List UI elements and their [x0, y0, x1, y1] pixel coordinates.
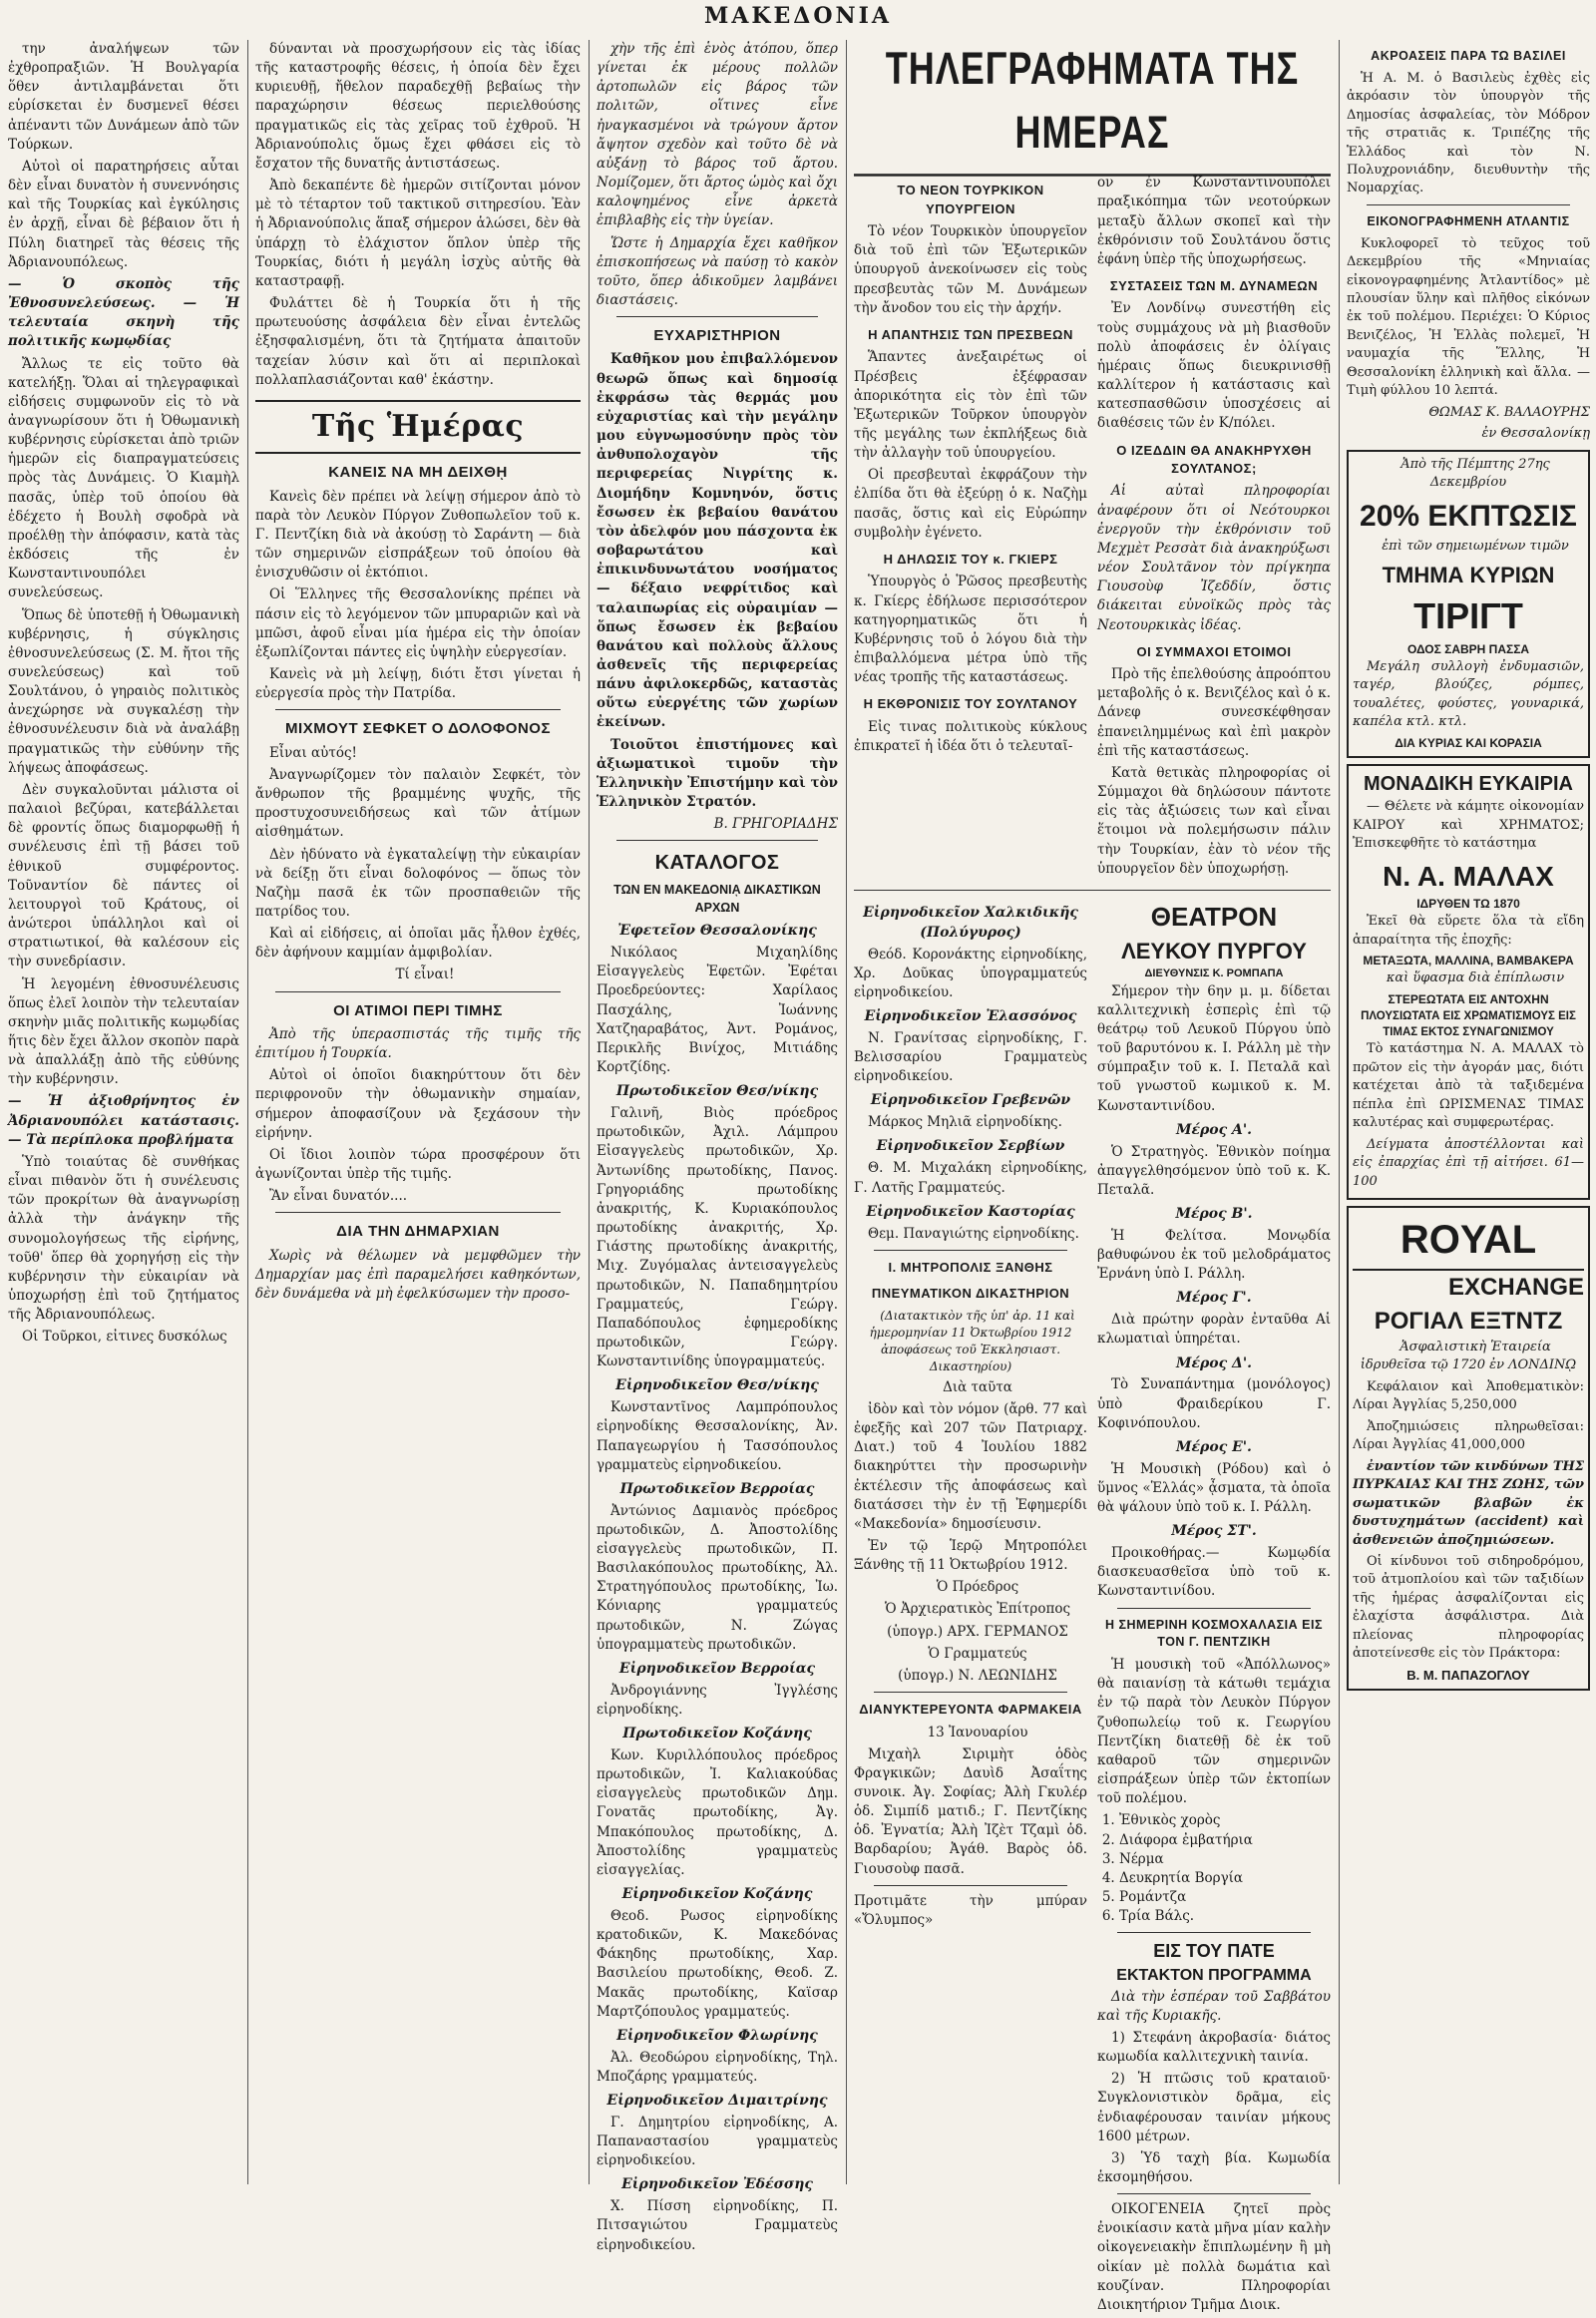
program-part: Μέρος Α'. [1175, 1121, 1253, 1138]
paragraph: Ἐν τῷ Ἱερῷ Μητροπόλει Ξάνθης τῇ 11 Ὀκτωβρίου 1912. [854, 1537, 1087, 1574]
ad-text: Ἀσφαλιστικὴ Ἑταιρεία ἱδρυθεῖσα τῷ 1720 ἐν ΛΟΝΔΙΝῼ [1360, 1340, 1577, 1373]
paragraph: Ἡ Α. Μ. ὁ Βασιλεὺς ἐχθὲς εἰς ἀκρόασιν τὸν ὑπουργὸν τῆς Δημοσίας ἀσφαλείας, τὸν Μόδρον τῆς στρατιᾶς κ. Τριπέζης τῆς Ἑλλάδος καὶ τὸν Ν. Πολυχρονιάδην, διευθυντὴν τῆς Νομαρχίας. [1347, 70, 1590, 196]
column-rule [1339, 40, 1340, 2184]
article-subtitle: ΤΩΝ ΕΝ ΜΑΚΕΔΟΝΙᾼ ΔΙΚΑΣΤΙΚΩΝ ΑΡΧΩΝ [613, 882, 821, 915]
article-title: ΔΙΑΝΥΚΤΕΡΕΥΟΝΤΑ ΦΑΡΜΑΚΕΙΑ [859, 1702, 1082, 1718]
paragraph: Ὁ Στρατηγὸς. Ἐθνικὸν ποίημα ἀπαγγελθησόμενον ὑπὸ τοῦ κ. Κ. Πεταλᾶ. [1097, 1143, 1331, 1198]
telegrams-columns [854, 174, 1331, 882]
paragraph: (Διατακτικὸν τῆς ὑπ' ἀρ. 11 καὶ ἡμερομηνίαν 11 Ὀκτωβρίου 1912 ἀποφάσεως τοῦ Ἐκκλησιαστ. Δικαστηρίου) [869, 1308, 1075, 1373]
discount-label: ΕΚΠΤΩΣΙΣ [1427, 499, 1577, 533]
divider [1117, 1608, 1311, 1609]
divider [275, 991, 561, 992]
ad-text: Ἐκεῖ θὰ εὕρετε ὅλα τὰ εἴδη ἀπαραίτητα τῆς ἐποχῆς: [1353, 914, 1584, 948]
shop-address: ΟΔΟΣ ΣΑΒΡΗ ΠΑΣΣΑ [1406, 641, 1530, 656]
article-title: ΚΑΝΕΙΣ ΝΑ ΜΗ ΔΕΙΧΘῌ [328, 464, 508, 482]
program-part: Μέρος Β'. [1175, 1206, 1253, 1223]
section-title-tis-imeras: Τῆς Ἡμέρας [255, 400, 581, 455]
paragraph: Θεμ. Παναγιώτης εἰρηνοδίκης. [868, 1225, 1079, 1242]
paragraph: Κανεὶς δὲν πρέπει νὰ λείψῃ σήμερον ἀπὸ τὸ παρὰ τὸν Λευκὸν Πύργον Ζυθοπωλεῖον τοῦ κ. Γ. Πεντζίκη διὰ νὰ ἀκούσῃ τὸ Σαράντη — διὰ τῶν σημερινῶν εἰσπράξεων τοῦ ὁποίου θὰ ἐνισχυθῶσιν οἱ ἐκτόπιοι. [255, 488, 581, 581]
signature: ΘΩΜΑΣ Κ. ΒΑΛΑΟΥΡΗΣ [1428, 404, 1590, 420]
court-name: Εἰρηνοδικεῖον Γρεβενῶν [870, 1092, 1071, 1109]
paragraph: Θεοδ. Ρωσος εἰρηνοδίκης κρατοδικῶν, Κ. Μακεδόνας Φάκηδης πρωτοδίκης, Χαρ. Βασιλείου πρωτοδίκης, Θεοδ. Ζ. Μακᾶς πρωτοδίκης, Καϊσαρ Μαρτζόπουλος γραμματεύς. [597, 1907, 838, 2020]
paragraph: Χωρὶς νὰ θέλωμεν νὰ μεμφθῶμεν τὴν Δημαρχίαν μας ἐπὶ παραμελήσει καθηκόντων, δὲν δυνάμεθα νὰ μὴ ἐφελκύσωμεν τὴν προσο- [255, 1247, 581, 1302]
paragraph: Μιχαὴλ Σιριμὴτ ὁδὸς Φραγκικῶν; Δαυὶδ Ἀσαΐτης συνοικ. Ἀγ. Σοφίας; Ἀλὴ Γκυλέρ ὁδ. Σιμπίδ ματιδ.; Γ. Πεντζίκης ὁδ. Ἐγνατία; Ἀλὴ Ἰζὲτ Τζαμὶ ὁδ. Βαρδαρίου; Ἀγάθ. Βαρὸς ὁδ. Γιουσοὺφ πασᾶ. [854, 1745, 1087, 1877]
discount-percent: 20% [1360, 499, 1420, 533]
paragraph: Διὰ ταῦτα [943, 1378, 1012, 1395]
paragraph: 2) Ἡ πτῶσις τοῦ κραταιοῦ· Συγκλονιστικὸν δρᾶμα, εἰς ἐνδιαφέρουσαν ταινίαν μήκους 1600 μέτρων. [1097, 2071, 1331, 2144]
ad-text: — Θέλετε νὰ κάμητε οἰκονομίαν ΚΑΙΡΟΥ καὶ ΧΡΗΜΑΤΟΣ; Ἐπισκεφθῆτε τὸ κατάστημα [1353, 799, 1584, 852]
paragraph: Εἰς τινας πολιτικοὺς κύκλους ἐπικρατεῖ ἡ ἰδέα ὅτι ὁ τελευταῖ- [854, 718, 1087, 754]
divider [854, 890, 1331, 891]
paragraph: Καθῆκον μου ἐπιβαλλόμενον θεωρῶ ὅπως καὶ δημοσίᾳ ἐκφράσω τὰς θερμάς μου εὐχαριστίας καὶ τὴν μεγάλην μου εὐγνωμοσύνην πρὸς τὸν ἀνθυπολοχαγὸν τῆς περιφερείας Νιγρίτης κ. Διομήδην Κομνηνόν, ὅστις ἔσωσεν ἐκ βεβαίου θανάτου τὸν ἀδελφόν μου πάσχοντα ἐκ σοβαρωτάτου καὶ ἐπικινδυνωτάτου νοσήματος — δέξαιο νεφρίτιδος καὶ ταλαιπωρίας εἰς οὐραιμίαν — ὅπως ἔσωσεν ἐκ βεβαίου θανάτου καὶ πολλοὺς ἄλλους ἀσθενεῖς τῆς περιφερείας πάνυ ἀφιλοκερδῶς, καταστὰς οὕτω εὐεργέτης τῶν χωρίων ἐκείνων. [597, 351, 838, 731]
court-name: Εἰρηνοδικεῖον Φλωρίνης [616, 2027, 818, 2044]
paragraph: Ἡ Φελίτσα. Μονῳδία βαθυφώνου ἐκ τοῦ μελοδράματος Ἐρνάνη ὑπὸ Ι. Ράλλη. [1097, 1227, 1331, 1283]
article-title: ΟΙ ΑΤΙΜΟΙ ΠΕΡΙ ΤΙΜΗΣ [333, 1001, 503, 1019]
divider [275, 1212, 561, 1213]
article-title: ΟΙ ΣΥΜΜΑΧΟΙ ΕΤΟΙΜΟΙ [1136, 643, 1292, 659]
ad-heading: ΜΟΝΑΔΙΚΗ ΕΥΚΑΙΡΙΑ [1364, 772, 1573, 795]
paragraph: Οἱ Τοῦρκοι, εἰτινες δυσκόλως [22, 1329, 227, 1346]
ad-heading: EXCHANGE [1447, 1273, 1584, 1301]
court-name: Πρωτοδικεῖον Θεσ/νίκης [615, 1083, 819, 1100]
paragraph: 3) Ὑδ ταχὴ βία. Κωμωδία ἑκσομηθήσου. [1097, 2149, 1331, 2185]
article-title: ΚΑΤΑΛΟΓΟΣ [654, 852, 780, 875]
paragraph: Δὲν συγκαλοῦνται μάλιστα οἱ παλαιοὶ βεζύραι, κατεβάλλεται δὲ φροντίς ὅπως διαμορφωθῇ ἡ συνέλευσις ἐπὶ τῇ βάσει τοῦ ἐθνικοῦ συμφέροντος. Τοῦναντίον δὲ πάντες οἱ λειτουργοὶ τοῦ Κράτους, οἱ ἀνώτεροι ὑπάλληλοι καὶ οἱ στρατιωτικοί, θὰ καλέσουν εἰς τὴν συνεδρίασιν. [8, 781, 239, 970]
paragraph: Τοιοῦτοι ἐπιστήμονες καὶ ἀξιωματικοὶ τιμοῦν τὴν Ἑλληνικὴν Ἐπιστήμην καὶ τὸν Ἑλληνικὸν Στρατόν. [597, 736, 838, 811]
masthead-title: ΜΑΚΕΔΟΝΙΑ [703, 3, 892, 29]
article-title: Η ΕΚΘΡΟΝΙΣΙΣ ΤΟΥ ΣΟΥΛΤΑΝΟΥ [863, 696, 1078, 712]
theatre-direction: ΔΙΕΥΘΥΝΣΙΣ Κ. ΡΟΜΠΑΠΑ [1144, 967, 1284, 980]
paragraph: Ὅπως δὲ ὑποτεθῇ ἡ Ὀθωμανικὴ κυβέρνησις, ἡ σύγκλησις ἐθνοσυνελεύσεως (Σ. Μ. ἤτοι τῆς συνελεύσεως) καὶ τοῦ Σουλτάνου, ὁ γηραιὸς πολιτικὸς ἀνεχώρησε νὰ συγκαλέσῃ τὴν ἐθνοσυνέλευσιν διὰ νὰ ἀναλάβῃ πραγματικῶς τὴν εὐθύνην τῆς λήψεως ἀποφάσεως. [8, 606, 239, 776]
signature: (ὑπογρ.) Ν. ΛΕΩΝΙΔΗΣ [898, 1667, 1057, 1684]
column-2 [255, 40, 581, 2184]
paragraph: Ἂν εἶναι δυνατόν.... [269, 1188, 408, 1205]
column-rule [247, 40, 248, 2184]
theatre-title: ΘΕΑΤΡΟΝ [1150, 901, 1278, 932]
paragraph: Οἱ ἴδιοι λοιπὸν τώρα προσφέρουν ὅτι ἀγωνίζονται ὑπὲρ τῆς τιμῆς. [255, 1146, 581, 1182]
paragraph: Οἱ πρεσβευταὶ ἐκφράζουν τὴν ἐλπίδα ὅτι θὰ ἐξεύρῃ ὁ κ. Ναζὴμ πασᾶς, ὅστις καὶ εἰς Εὐρώπην συμβολὴν ἐγένετο. [854, 467, 1087, 541]
paragraph: Αὐτοὶ οἱ ὁποῖοι διακηρύττουν ὅτι δὲν περιφρονοῦν τὴν ὀθωμανικὴν σημαίαν, σήμερον ἀποφασίζουν νὰ ξεχάσουν τὴν εἰρήνην. [255, 1067, 581, 1141]
paragraph: Σήμερον τὴν 6ην μ. μ. δίδεται καλλιτεχνικὴ ἑσπερὶς ἐπὶ τῷ θεάτρῳ τοῦ Λευκοῦ Πύργου ὑπὸ τοῦ βαρυτόνου κ. Ι. Ράλλη μὲ τὴν σύμπραξιν τοῦ κ. Ι. Πεταλᾶ καὶ τοῦ γνωστοῦ κωμικοῦ κ. Μ. Κωνσταντινίδου. [1097, 982, 1331, 1114]
paragraph: Πρὸ τῆς ἐπελθούσης ἀπροόπτου μεταβολῆς ὁ κ. Βενιζέλος καὶ ὁ κ. Δάνεφ συνεσκέφθησαν ἐπανειλημμένως καὶ ἐπὶ μακρὸν ἐπὶ τῆς καταστάσεως. [1097, 666, 1331, 759]
paragraph: Καὶ αἱ εἰδήσεις, αἱ ὁποῖαι μᾶς ἦλθον ἐχθές, δὲν ἀφήνουν καμμίαν ἀμφιβολίαν. [255, 926, 581, 962]
divider [1117, 1932, 1311, 1933]
paragraph: Ἐν Λονδίνῳ συνεστήθη εἰς τοὺς συμμάχους νὰ μὴ βιασθοῦν πολὺ ἀποφάσεις ἐν ὀλίγαις ἡμέραις ὅπως διευκρινισθῇ καλλίτερον ἡ κατάστασις καὶ κατεσπασθῶσιν ὑποσχέσεις αἱ διαθέσεις τῶν ἐν Κ/πόλει. [1097, 300, 1331, 432]
program-part: Μέρος Ε'. [1176, 1438, 1252, 1455]
list-item: 5. Ρομάντζα [1119, 1888, 1331, 1907]
court-name: Εἰρηνοδικεῖον Ἐδέσσης [621, 2176, 813, 2193]
theatre-name: ΛΕΥΚΟΥ ΠΥΡΓΟΥ [1121, 938, 1307, 964]
ad-text: ΣΤΕΡΕΩΤΑΤΑ ΕΙΣ ΑΝΤΟΧΗΝ [1388, 991, 1549, 1006]
column-rule [589, 40, 590, 2184]
article-title: Η ΔΗΛΩΣΙΣ ΤΟΥ κ. ΓΚΙΕΡΣ [883, 551, 1058, 567]
list-item: 2. Διάφορα ἐμβατήρια [1119, 1831, 1331, 1850]
paragraph: Ἀναγνωρίζομεν τὸν παλαιὸν Σεφκέτ, τὸν ἄνθρωπον τῆς βραμμένης ψυχῆς, τῆς προστυχοσυνειδήσεως καὶ τῶν ἀτίμων αἰσθημάτων. [255, 766, 581, 841]
paragraph: Τὸ Συναπάντημα (μονόλογος) ὑπὸ Φραιδερίκου Γ. Κοφινόπουλου. [1097, 1376, 1331, 1431]
paragraph: ον ἐν Κωνσταντινουπόλει πραξικόπημα τῶν νεοτούρκων μεταξὺ ἄλλων σκοπεῖ καὶ τὴν ἐκθρόνισιν τοῦ Σουλτάνου ὅστις ἐφάνη ὑπὲρ τῆς ὑποχωρήσεως. [1097, 175, 1331, 267]
ad-text: ΜΕΤΑΞΩΤΑ, ΜΑΛΛΙΝΑ, ΒΑΜΒΑΚΕΡΑ [1363, 954, 1574, 968]
court-name: Ἐφετεῖον Θεσσαλονίκης [617, 923, 817, 940]
telegrams-banner: ΤΗΛΕΓΡΑΦΗΜΑΤΑ ΤΗΣ ΗΜΕΡΑΣ [854, 29, 1331, 177]
paragraph: χὴν τῆς ἐπὶ ἑνὸς ἀτόπου, ὅπερ γίνεται ἐκ μέρους πολλῶν ἀρτοπωλῶν εἰς βάρος τῶν πολιτῶν, οἵτινες εἶνε ἠναγκασμένοι νὰ τρώγουν ἄρτον ἄψητον σχεδὸν καὶ τοῦτο δὲ νὰ αὐξάνῃ τὸ βάρος τοῦ ἄρτου. Νομίζομεν, ὅτι ἄρτος ὡμὸς καὶ ὄχι καλοψημένος εἶνε ἀρκετὰ ἐπιβλαβὴς εἰς τὴν ὑγείαν. [597, 41, 838, 229]
date-text: 13 Ἰανουαρίου [927, 1724, 1028, 1740]
signature: Β. ΓΡΗΓΟΡΙΑΔΗΣ [713, 816, 838, 833]
cinema-title: ΕΙΣ ΤΟΥ ΠΑΤΕ [1153, 1941, 1275, 1962]
ad-text: Μεγάλη συλλογὴ ἐνδυμασιῶν, ταγέρ, βλούζες, ρόμπες, τουαλέτες, φούστες, γουναρικά, καπέλα κτλ. κτλ. [1353, 658, 1584, 730]
paragraph: Ἅπαντες ἀνεξαιρέτως οἱ Πρέσβεις ἐξέφρασαν ἀπορικότητα εἰς τὸν ἐπὶ τῶν Ἐξωτερικῶν Τοῦρκον ὑπουργὸν τῆς μεγάλης των ἐκπλήξεως διὰ τὴν ἀλλαγὴν τοῦ ὑπουργείου. [854, 349, 1087, 462]
signature: ἐν Θεσσαλονίκῃ [1481, 426, 1590, 442]
article-title: ΕΙΚΟΝΟΓΡΑΦΗΜΕΝΗ ΑΤΛΑΝΤΙΣ [1367, 213, 1570, 228]
divider [874, 1692, 1067, 1693]
royal-exchange-ad [1347, 1206, 1590, 1691]
column-4 [854, 40, 1331, 2313]
divider [616, 840, 818, 841]
paragraph: Ἀντώνιος Δαμιανὸς πρόεδρος πρωτοδικῶν, Δ. Ἀποστολίδης εἰσαγγελεὺς πρωτοδικῶν, Π. Βασιλακόπουλος πρωτοδίκης, Ἀλ. Στρατηγόπουλος πρωτοδίκης, Ἰω. Κόνιαρης γραμματεύς πρωτοδικῶν, Ν. Ζώγας ὑπογραμματεὺς πρωτοδικῶν. [597, 1502, 838, 1653]
paragraph: Οἱ Ἕλληνες τῆς Θεσσαλονίκης πρέπει νὰ πάσιν εἰς τὸ λεγόμενον τῶν μπυραριῶν καὶ νὰ μπῶσι, ἀφοῦ εἶναι μία ἡμέρα εἰς τὴν ὁποίαν ἐξωπλίζονται πάντες εἰς ὑψηλὴν εὐεργεσίαν. [255, 586, 581, 660]
paragraph: Ἀπὸ τῆς ὑπερασπιστάς τῆς τιμῆς τῆς ἐπιτίμου ἡ Τουρκία. [255, 1025, 581, 1062]
paragraph: Ὑπὸ τοιαύτας δὲ συνθήκας εἶναι πιθανὸν ὅτι ἡ συνέλευσις τῶν προκρίτων θὰ ἀναγνωρίσῃ ἀλλὰ τὴν ἀνάγκην τῆς συνομολογήσεως τῆς εἰρήνης, τοῦθ' ὅπερ θὰ χορηγήσῃ εἰς τὴν κυβέρνησιν τὴν εὐκαιρίαν νὰ ὑποχωρήσῃ ἐπὶ τοῦ ζητήματος τῆς Ἀδριανουπόλεως. [8, 1153, 239, 1324]
program-part: Μέρος Γ'. [1176, 1290, 1252, 1307]
paragraph: Ἡ Μουσικὴ (Ρόδου) καὶ ὁ ὕμνος «Ἑλλάς» ᾆσματα, τὰ ὁποῖα θὰ ψάλουν ὑπὸ τοῦ κ. Ι. Ράλλη. [1097, 1460, 1331, 1516]
subheading: — Ἡ ἀξιοθρήνητος ἐν Ἀδριανουπόλει κατάστασις. — Τὰ περίπλοκα προβλήματα [8, 1093, 239, 1148]
court-name: Εἰρηνοδικεῖον Διμαιτρίνης [606, 2093, 828, 2110]
paragraph: ΟΙΚΟΓΕΝΕΙΑ ζητεῖ πρὸς ἐνοικίασιν κατὰ μῆνα μίαν καλὴν οἰκογενειακὴν ἔπιπλωμένην ἢ μὴ οἰκίαν μὲ πολλὰ δωμάτια καὶ κουζίναν. Πληροφορίαι Διοικητήριον Τμῆμα Διοικ. [1097, 2201, 1331, 2313]
paragraph: Διὰ τὴν ἑσπέραν τοῦ Σαββάτου καὶ τῆς Κυριακῆς. [1097, 1988, 1331, 2024]
list-item: 3. Νέρμα [1119, 1850, 1331, 1869]
paragraph: Τὸ νέον Τουρκικὸν ὑπουργεῖον διὰ τοῦ ἐπὶ τῶν Ἐξωτερικῶν ὑπουργοῦ ἀνεκοίνωσεν εἰς τοὺς πρεσβευτὰς τῶν Μ. Δυνάμεων τὴν ἄνοδον του εἰς τὴν ἀρχήν. [854, 223, 1087, 316]
court-name: Εἰρηνοδικεῖον Θεσ/νίκης [615, 1377, 819, 1394]
paragraph: Αἱ αὐταὶ πληροφορίαι ἀναφέρουν ὅτι οἱ Νεότουρκοι ἐνεργοῦν τὴν ἐκθρόνισιν τοῦ Μεχμὲτ Ρεσσὰτ διὰ ἀνακηρύξωσι νέον Σουλτᾶνον τὸν πρίγκηπα Γιουσοὺφ Ἰζεδδίν, ὅστις διάκειται εὐνοϊκῶς πρὸς τὰς Νεοτουρκικὰς ἰδέας. [1097, 483, 1331, 633]
court-name: Εἰρηνοδικεῖον Χαλκιδικῆς (Πολύγυρος) [863, 904, 1078, 941]
article-title: Ι. ΜΗΤΡΟΠΟΛΙΣ ΞΑΝΘΗΣ [888, 1259, 1053, 1275]
paragraph: Μάρκος Μηλιᾶ εἰρηνοδίκης. [868, 1114, 1062, 1131]
ad-heading: ΤΜΗΜΑ ΚΥΡΙΩΝ [1382, 562, 1555, 587]
ad-text: Ἀπὸ τῆς Πέμπτης 27ης Δεκεμβρίου [1400, 456, 1550, 491]
shop-name: Ν. Α. ΜΑΛΑΧ [1383, 860, 1554, 892]
lower-columns [854, 899, 1331, 2318]
paragraph: Ἄλλως τε εἰς τοῦτο θὰ κατελήξῃ. Ὅλαι αἱ τηλεγραφικαὶ εἰδήσεις συμφωνοῦν εἰς τὸ νὰ ἀναγνωρίσουν ὅτι ἡ Ὀθωμανικὴ κυβέρνησις εὑρίσκεται ἀπὸ τριῶν ἡμερῶν εἰς διαπραγματεύσεις πρὸς τὰς Δυνάμεις. Ὁ Κιαμὴλ πασᾶς, ὑπὲρ τοῦ ὁποίου θὰ ἐδέχετο ἡ Βουλὴ σφοδρὰ νὰ προέλθῃ τὴν ἀπόφασιν, κατὰ τὰς ἐκδόσεις τῆς ἐν Κωνσταντινουπόλει συνελεύσεως. [8, 355, 239, 601]
article-subtitle: ΠΝΕΥΜΑΤΙΚΟΝ ΔΙΚΑΣΤΗΡΙΟΝ [871, 1286, 1070, 1302]
ad-text: Οἱ κίνδυνοι τοῦ σιδηροδρόμου, τοῦ ἀτμοπλοίου καὶ τῶν ταξιδίων τῆς ἡμέρας ἀσφαλίζονται εἰς ἐλαχίστα ἀσφάλιστρα. Διὰ πλείονας πληροφορίας ἀποτείνεσθε εἰς τὸν Πράκτορα: [1353, 1554, 1584, 1662]
paragraph: Ν. Γρανίτσας εἰρηνοδίκης, Γ. Βελισσαρίου Γραμματεὺς εἰρηνοδικείου. [854, 1029, 1087, 1085]
divider [1117, 2193, 1311, 2194]
paragraph: Κων. Κυριλλόπουλος πρόεδρος πρωτοδικῶν, Ἰ. Καλιακούδας εἰσαγγελεὺς πρωτοδικῶν Δημ. Γονατᾶς πρωτοδίκης, Ἀγ. Μπακόπουλος πρωτοδίκης, Δ. Ἀποστολίδης γραμματεὺς εἰσαγγελίας. [597, 1747, 838, 1878]
ad-text: ἐναντίον τῶν κινδύνων ΤΗΣ ΠΥΡΚΑΙΑΣ ΚΑΙ ΤΗΣ ΖΩΗΣ, τῶν σωματικῶν βλαβῶν ἐκ δυστυχημάτων (accident) καὶ ἀσθενειῶν ἀποζημιώσεων. [1353, 1458, 1585, 1548]
paragraph: 1) Στεφάνη ἀκροβασία· διάτος κωμωδία καλλιτεχνικὴ ταινία. [1097, 2029, 1331, 2066]
ad-footer: ΔΙΑ ΚΥΡΙΑΣ ΚΑΙ ΚΟΡΑΣΙΑ [1395, 735, 1542, 750]
column-1 [8, 40, 239, 2184]
ad-text: Δείγματα ἀποστέλλονται καὶ εἰς ἐπαρχίας ἐπὶ τῇ αἰτήσει. 61—100 [1353, 1136, 1584, 1189]
court-name: Εἰρηνοδικεῖον Βερροίας [618, 1660, 816, 1677]
ad-text: Κεφάλαιον καὶ Ἀποθεματικὸν: Λίραι Ἀγγλίας 5,250,000 [1353, 1378, 1584, 1413]
list-item: 4. Δευκρητία Βοργία [1119, 1869, 1331, 1888]
court-name: Πρωτοδικεῖον Βερροίας [619, 1480, 815, 1497]
ad-text: καὶ ὕφασμα διὰ ἐπίπλωσιν [1386, 970, 1565, 986]
paragraph: Ἀνδρογιάννης Ἰγγλέσης εἰρηνοδίκης. [597, 1682, 838, 1718]
paragraph: Κανεὶς νὰ μὴ λείψῃ, διότι ἔτσι γίνεται ἡ εὐεργεσία πρὸς τὴν Πατρίδα. [255, 666, 581, 702]
court-name: Εἰρηνοδικεῖον Καστορίας [866, 1203, 1075, 1220]
court-name: Πρωτοδικεῖον Κοζάνης [622, 1726, 812, 1742]
list-item: 1. Ἐθνικὸς χορὸς [1119, 1811, 1331, 1830]
article-title: Η ΑΠΑΝΤΗΣΙΣ ΤΩΝ ΠΡΕΣΒΕΩΝ [868, 326, 1073, 342]
paragraph: Κωνσταντῖνος Λαμπρόπουλος εἰρηνοδίκης Θεσσαλονίκης, Ἀν. Παπαγεωργίου ἡ Τασσόπουλος γραμματεὺς εἰρηνοδικείου. [597, 1399, 838, 1473]
article-title: ΑΚΡΟΑΣΕΙΣ ΠΑΡΑ ΤΩ ΒΑΣΙΛΕΙ [1371, 49, 1566, 63]
list-item: 6. Τρία Βάλς. [1119, 1907, 1331, 1926]
signature: Ὁ Ἀρχιερατικὸς Ἐπίτροπος [884, 1601, 1071, 1618]
signature: Ὁ Γραμματεύς [928, 1645, 1027, 1662]
divider [874, 1885, 1067, 1886]
ad-text: ἐπὶ τῶν σημειωμένων τιμῶν [1382, 539, 1569, 555]
malach-ad [1347, 764, 1590, 1200]
music-list [1119, 1811, 1331, 1926]
divider [275, 709, 561, 710]
program-part: Μέρος ΣΤ'. [1171, 1523, 1257, 1540]
column-rule [846, 40, 847, 2184]
paragraph: Γαλινῆ, Βιὸς πρόεδρος πρωτοδικῶν, Ἀχιλ. Λάμπρου Εἰσαγγελεὺς πρωτοδικῶν, Χρ. Ἀντωνίδης πρωτοδίκης, Πανος. Γρηγοριάδης πρωτοδίκης ἀνακριτής, Κ. Κυριακόπουλος πρωτοδίκης ἀνακριτής, Χρ. Γιάστης πρωτοδίκης ἀνακριτής, Μιχ. Ζυγόμαλας ἀντεισαγγελεὺς πρωτοδικῶν, Ν. Παπαδημητρίου Γραμματεύς, Γεώργ. Παπαδόπουλος ἐφημεροδίκης πρωτοδικῶν, Γεώργ. Κωνσταντινίδης ὑπογραμματεύς. [597, 1105, 838, 1370]
paragraph: Προτιμᾶτε τὴν μπύραν «Ὄλυμπος» [854, 1892, 1087, 1928]
paragraph: Ὑπουργὸς ὁ Ῥῶσος πρεσβευτὴς κ. Γκίερς ἐδήλωσε περισσότερον κατηγορηματικῶς ὅτι ἡ Κυβέρνησις τοῦ ὁ λόγου διὰ τὴν ἐπιβαλλόμενα μέτρα ὑπὸ τῆς νέας τροπῆς τῆς καταστάσεως. [854, 574, 1087, 686]
paragraph: Θ. Μ. Μιχαλάκη εἰρηνοδίκης, Γ. Λατῆς Γραμματεύς. [854, 1160, 1087, 1196]
article-title: ΣΥΣΤΑΣΕΙΣ ΤΩΝ Μ. ΔΥΝΑΜΕΩΝ [1109, 278, 1319, 293]
agent-name: Β. Μ. ΠΑΠΑΖΟΓΛΟΥ [1406, 1667, 1530, 1683]
cinema-subtitle: ΕΚΤΑΚΤΟΝ ΠΡΟΓΡΑΜΜΑ [1116, 1966, 1312, 1984]
court-name: Εἰρηνοδικεῖον Κοζάνης [621, 1886, 813, 1903]
paragraph: Ἀπὸ δεκαπέντε δὲ ἡμερῶν σιτίζονται μόνον μὲ τὸ τέταρτον τοῦ τακτικοῦ σιτηρεσίου. Ἐὰν ἡ Ἀδριανούπολις ἅπαξ σήμερον ἁλώσει, δὲν θὰ ὑπάρχῃ τὸ ἐλάχιστον ὅπλον ὑπὲρ τῆς Τουρκίας, διότι ἡ μεγάλη ἰσχὺς αὐτῆς θὰ καταστραφῇ. [255, 178, 581, 289]
divider [874, 1250, 1067, 1251]
ad-heading: ROYAL [1353, 1212, 1584, 1271]
ad-text: Τὸ κατάστημα Ν. Α. ΜΑΛΑΧ τὸ πρῶτον εἰς τὴν ἀγοράν μας, διότι κατέχεται ἀπὸ τὰ ταξιδεμένα πέπλα ἐπὶ ΩΡΙΣΜΕΝΑΣ ΤΙΜΑΣ καλυτέρας καὶ συμφερωτέρας. [1353, 1041, 1584, 1131]
paragraph: Φυλάττει δὲ ἡ Τουρκία ὅτι ἡ τῆς πρωτευούσης ἀσφάλεια δὲν εἶναι ἐντελῶς ἐξησφαλισμένη, ὅτι τὰ ζητήματα ἀπαιτοῦν ταχείαν λύσιν καὶ ὅτι αἱ περιπλοκαὶ πολλαπλασιάζονται καθ' ἑκάστην. [255, 295, 581, 388]
ad-heading: ΡΟΓΙΑΛ ΕΞΤΝΤΖ [1374, 1307, 1563, 1335]
paragraph: Θεόδ. Κορονάκτης εἰρηνοδίκης, Χρ. Δοῦκας ὑπογραμματεύς εἰρηνοδικείου. [854, 946, 1087, 1000]
paragraph: Τί εἶναι! [395, 966, 455, 983]
paragraph: την ἀναλήψεων τῶν ἐχθροπραξιῶν. Ἡ Βουλγαρία ὅθεν ἀντιλαμβάνεται ὅτι εὑρίσκεται ἐν δυσμενεῖ θέσει ἀπέναντι τῶν Δυνάμεων ἀπὸ τῶν Τούρκων. [8, 41, 239, 153]
column-5 [1347, 40, 1590, 2184]
ad-text: ΠΛΟΥΣΙΩΤΑΤΑ ΕΙΣ ΧΡΩΜΑΤΙΣΜΟΥΣ ΕΙΣ ΤΙΜΑΣ ΕΚΤΟΣ ΣΥΝΑΓΩΝΙΣΜΟΥ [1361, 1009, 1576, 1039]
paragraph: Νικόλαος Μιχαηλίδης Εἰσαγγελεὺς Ἐφετῶν. Ἐφέται Προεδρεύοντες: Χαρίλαος Πασχάλης, Ἰωάννης Χατζηαραβάτος, Ἀντ. Ρομάνος, Περικλῆς Βινίχος, Μιτιάδης Κορτζίδης. [597, 945, 838, 1076]
paragraph: Ἡ λεγομένη ἐθνοσυνέλευσις ὅπως ἐλεῖ λοιπὸν τὴν τελευταίαν σκηνὴν μιᾶς πολιτικῆς κωμῳδίας ἥτις δὲν ἔχει ἄλλον σκοπὸν παρὰ νὰ ἀπαλλάξῃ ἀπὸ τῆς εὐθύνης τὴν κυβέρνησιν. [8, 975, 239, 1088]
paragraph: Κυκλοφορεῖ τὸ τεῦχος τοῦ Δεκεμβρίου τῆς «Μηνιαίας εἰκονογραφημένης Ἀτλαντίδος» μὲ πλουσίαν ὕλην καὶ πλῆθος εἰκόνων ἐκ τοῦ πολέμου. Περιέχει: Ὁ Κύριος Βενιζέλος, Ἡ Ἑλλὰς πολεμεῖ, Ἡ ναυμαχία τῆς Ἕλλης, Ἡ Θεσσαλονίκη ἑλληνικὴ καὶ ἄλλα. — Τιμὴ φύλλου 10 λεπτά. [1347, 235, 1590, 399]
subheading: — Ὁ σκοπὸς τῆς Ἐθνοσυνελεύσεως. — Ἡ τελευταία σκηνὴ τῆς πολιτικῆς κωμῳδίας [8, 275, 239, 350]
paragraph: Δὲν ἠδύνατο νὰ ἐγκαταλείψῃ τὴν εὐκαιρίαν νὰ δείξῃ ὅτι εἶναι δολοφόνος — ὅπως τὸν Ναζὴμ πασᾶ ἐκ τῶν προσπαθειῶν τῆς πατρίδος του. [255, 846, 581, 920]
divider [616, 316, 818, 317]
divider [1367, 204, 1570, 205]
article-title: ΔΙΑ ΤΗΝ ΔΗΜΑΡΧΙΑΝ [336, 1223, 500, 1241]
paragraph: Χ. Πίσση εἰρηνοδίκης, Π. Πιτσαγιώτου Γραμματεὺς εἰρηνοδικείου. [597, 2198, 838, 2253]
paragraph: Προικοθήρας.— Κωμῳδία διασκευασθεῖσα ὑπὸ τοῦ κ. Κωνσταντινίδου. [1097, 1545, 1331, 1600]
paragraph: δύνανται νὰ προσχωρήσουν εἰς τὰς ἰδίας τῆς καταστροφῆς θέσεις, ἡ ὁποία δὲν ἔχει κυριευθῇ, ἤθελον παραδεχθῇ βεβαίως τὴν παραχώρησιν θέσεως περιελθούσης πραγματικῶς εἰς τὰς χεῖρας τοῦ ἐχθροῦ. Ἡ Ἀδριανούπολις ὅμως ἔχει φθάσει εἰς τὸ ἔσχατον τῆς δυνατῆς ἀντιστάσεως. [255, 41, 581, 172]
article-title: Η ΣΗΜΕΡΙΝΗ ΚΟΣΜΟΧΑΛΑΣΙΑ ΕΙΣ ΤΟΝ Γ. ΠΕΝΤΖΙΚΗ [1105, 1617, 1323, 1650]
founded-year: ΙΔΡΥΘΕΝ ΤΩ 1870 [1416, 897, 1520, 912]
paragraph: Ὥστε ἡ Δημαρχία ἔχει καθῆκον ἐπισκοπήσεως νὰ παύσῃ τὸ κακὸν τοῦτο, ὅπερ ἀδικοῦμεν λαμβάνει διαστάσεις. [597, 234, 838, 309]
paragraph: Ἀλ. Θεοδώρου εἰρηνοδίκης, Τηλ. Μποζάρης γραμματεύς. [597, 2049, 838, 2085]
shop-name: ΤΙΡΙΓΤ [1413, 594, 1523, 636]
court-name: Εἰρηνοδικεῖον Σερβίων [876, 1138, 1065, 1155]
paragraph: ἰδὸν καὶ τὸν νόμον (ἄρθ. 77 καὶ ἐφεξῆς καὶ 207 τῶν Πατριαρχ. Διατ.) τοῦ 4 Ἰουλίου 1882 διακηρύττει τὴν προσωρινὴν ἐκτέλεσιν τῆς ἀποφάσεως καὶ διατάσσει τὴν ἐν τῇ Ἐφημερίδι «Μακεδονία» δημοσίευσιν. [854, 1400, 1087, 1532]
column-3 [597, 40, 838, 2253]
signature: Ὁ Πρόεδρος [936, 1579, 1019, 1596]
article-title: Ο ΙΖΕΔΔΙΝ ΘΑ ΑΝΑΚΗΡΥΧΘΗ ΣΟΥΛΤΑΝΟΣ; [1116, 442, 1312, 476]
article-title: ΤΟ ΝΕΟΝ ΤΟΥΡΚΙΚΟΝ ΥΠΟΥΡΓΕΙΟΝ [897, 183, 1044, 216]
tirigt-ad [1347, 450, 1590, 758]
paragraph: Διὰ πρώτην φορὰν ἐνταῦθα Αἱ κλωματιαὶ ὑπηρέται. [1097, 1312, 1331, 1348]
ad-text: Ἀποζημιώσεις πληρωθεῖσαι: Λίραι Ἀγγλίας 41,000,000 [1353, 1418, 1584, 1453]
article-title: ΕΥΧΑΡΙΣΤΗΡΙΟΝ [653, 327, 781, 345]
paragraph: Αὐτοὶ οἱ παρατηρήσεις αὗται δὲν εἶναι δυνατὸν ἡ συνεννόησις καὶ τῆς Τουρκίας καὶ ἐγκύλησις ἐν ἀρχῇ, εἶναι δὲ βέβαιον ὅτι ἡ Πύλη διατηρεῖ τὰς θέσεις τῆς Ἀδριανουπόλεως. [8, 158, 239, 270]
signature: (ὑπογρ.) ΑΡΧ. ΓΕΡΜΑΝΟΣ [887, 1623, 1068, 1640]
program-part: Μέρος Δ'. [1175, 1354, 1253, 1371]
article-title: ΜΙΧΜΟΥΤ ΣΕΦΚΕΤ Ο ΔΟΛΟΦΟΝΟΣ [285, 720, 551, 738]
paragraph: Ἡ μουσικὴ τοῦ «Ἀπόλλωνος» θὰ παιανίσῃ τὰ κάτωθι τεμάχια ἐν τῷ παρὰ τὸν Λευκὸν Πύργον ζυθοπωλείῳ τοῦ κ. Γεωργίου Πεντζίκη διατεθῇ δὲ ἐκ τοῦ καθαροῦ τῶν σημερινῶν εἰσπράξεων ὑπὲρ τῶν ἐκτοπίων τοῦ πολέμου. [1097, 1657, 1331, 1807]
court-name: Εἰρηνοδικεῖον Ἐλασσόνος [864, 1008, 1077, 1025]
paragraph: Εἶναι αὐτός! [269, 744, 357, 761]
paragraph: Κατὰ θετικὰς πληροφορίας οἱ Σύμμαχοι θὰ δηλώσουν πάντοτε εἰς τὰς ἀξιώσεις των καὶ εἶναι ἕτοιμοι νὰ πολεμήσωσιν πάλιν τὴν Τουρκίαν, ἐὰν τὸ νέον τῆς ὑπουργεῖον δὲν ὑποχωρήσῃ. [1097, 764, 1331, 877]
paragraph: Γ. Δημητρίου εἰρηνοδίκης, Α. Παπαναστασίου γραμματεὺς εἰρηνοδικείου. [597, 2114, 838, 2169]
